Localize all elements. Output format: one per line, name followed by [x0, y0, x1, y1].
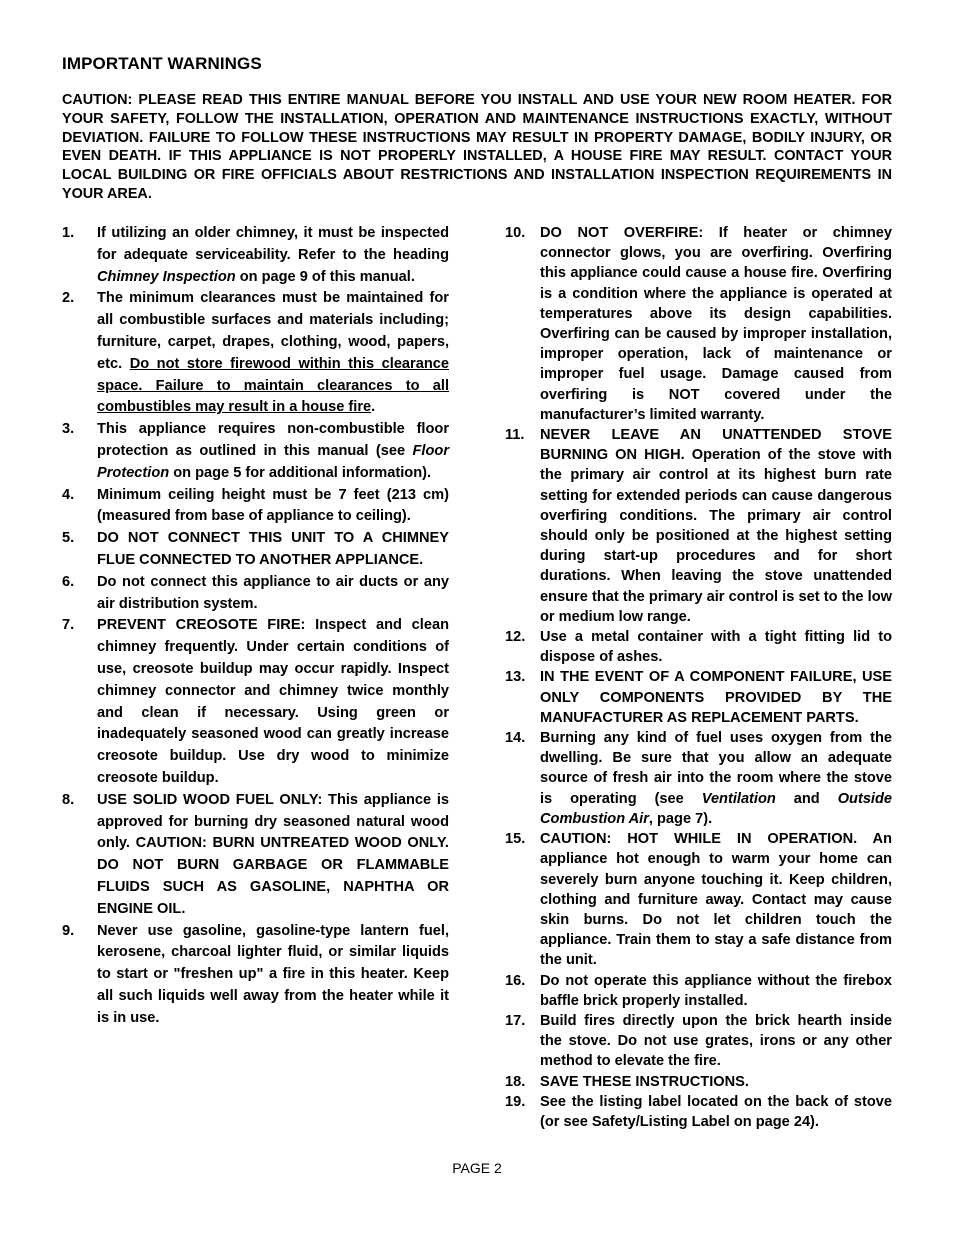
item-number: 13. [505, 669, 526, 686]
item-number: 19. [505, 1093, 526, 1110]
page-number: PAGE 2 [452, 1160, 502, 1176]
item-text: SAVE THESE INSTRUCTIONS. [540, 1073, 749, 1090]
item-number: 16. [505, 972, 526, 989]
item-number: 6. [62, 573, 75, 590]
list-item [505, 728, 892, 829]
list-item [62, 921, 449, 1030]
list-item [505, 1072, 892, 1092]
item-text: This appliance requires non-combustible floor protection as outlined in this manual (see Floor Protection on page 5 for additional information). [97, 421, 449, 481]
item-text: Burning any kind of fuel uses oxygen from the dwelling. Be sure that you allow an adequate source of fresh air into the room where the stove is operating (see Ventilation and Outside Combustion Air, page 7). [540, 730, 893, 827]
item-text: DO NOT OVERFIRE: If heater or chimney connector glows, you are overfiring. Overfiring this appliance could cause a house fire. Overfiring is a condition where the appliance is operated at temperatures above its design capabilities. Overfiring can be caused by improper installation, improper operation, lack of maintenance or improper fuel usage. Damage caused from overfiring is NOT covered under the manufacturer’s limited warranty. [540, 225, 892, 423]
item-text: See the listing label located on the back of stove (or see Safety/Listing Label on page 24). [540, 1093, 892, 1130]
list-item [62, 790, 449, 921]
list-item [62, 572, 449, 616]
list-item [505, 1092, 892, 1132]
list-item [505, 667, 892, 728]
item-text: PREVENT CREOSOTE FIRE: Inspect and clean chimney frequently. Under certain conditions of use, creosote buildup may occur rapidly. Inspect chimney connector and chimney twice monthly and clean if necessary. Using green or inadequately seasoned wood can greatly increase creosote buildup. Use dry wood to minimize creosote buildup. [97, 617, 449, 786]
list-item [505, 971, 892, 1011]
item-number: 8. [62, 791, 75, 808]
item-text: Use a metal container with a tight fitting lid to dispose of ashes. [540, 629, 892, 666]
item-text: The minimum clearances must be maintained for all combustible surfaces and materials including; furniture, carpet, drapes, clothing, wood, papers, etc. Do not store firewood within this clearance space. Failure to maintain clearances to all combustibles may result in a house fire. [97, 290, 449, 416]
right-column [505, 223, 892, 1132]
list-item [505, 425, 892, 627]
item-number: 9. [62, 922, 75, 939]
list-item [62, 223, 449, 288]
item-number: 12. [505, 629, 526, 646]
item-number: 18. [505, 1073, 526, 1090]
caution-paragraph: CAUTION: PLEASE READ THIS ENTIRE MANUAL BEFORE YOU INSTALL AND USE YOUR NEW ROOM HEATER. FOR YOUR SAFETY, FOLLOW THE INSTALLATION, OPERATION AND MAINTENANCE INSTRUCTIONS EXACTLY, WITHOUT DEVIATION. FAILURE TO FOLLOW THESE INSTRUCTIONS MAY RESULT IN PROPERTY DAMAGE, BODILY INJURY, OR EVEN DEATH. IF THIS APPLIANCE IS NOT PROPERLY INSTALLED, A HOUSE FIRE MAY RESULT. CONTACT YOUR LOCAL BUILDING OR FIRE OFFICIALS ABOUT RESTRICTIONS AND INSTALLATION INSPECTION REQUIREMENTS IN YOUR AREA. [62, 92, 892, 202]
list-item [62, 419, 449, 484]
item-number: 15. [505, 831, 526, 848]
item-text: DO NOT CONNECT THIS UNIT TO A CHIMNEY FLUE CONNECTED TO ANOTHER APPLIANCE. [97, 530, 449, 568]
list-item [62, 528, 449, 572]
item-text: Build fires directly upon the brick hearth inside the stove. Do not use grates, irons or any other method to elevate the fire. [540, 1012, 892, 1070]
item-text: If utilizing an older chimney, it must be inspected for adequate serviceability. Refer to the heading Chimney Inspection on page 9 of this manual. [97, 225, 449, 285]
item-text: IN THE EVENT OF A COMPONENT FAILURE, USE ONLY COMPONENTS PROVIDED BY THE MANUFACTURER AS REPLACEMENT PARTS. [540, 669, 892, 726]
item-number: 14. [505, 730, 526, 747]
item-number: 11. [505, 427, 525, 444]
left-column [62, 223, 449, 1029]
item-text: Never use gasoline, gasoline-type lantern fuel, kerosene, charcoal lighter fluid, or similar liquids to start or "freshen up" a fire in this heater. Keep all such liquids well away from the heater while it is in use. [97, 922, 449, 1026]
page-heading: IMPORTANT WARNINGS [62, 54, 262, 73]
item-text: Do not connect this appliance to air ducts or any air distribution system. [97, 573, 449, 612]
list-item [505, 223, 892, 425]
item-number: 1. [62, 225, 75, 241]
item-text: USE SOLID WOOD FUEL ONLY: This appliance is approved for burning dry seasoned natural wood only. CAUTION: BURN UNTREATED WOOD ONLY. DO NOT BURN GARBAGE OR FLAMMABLE FLUIDS SUCH AS GASOLINE, NAPHTHA OR ENGINE OIL. [97, 791, 449, 917]
list-item [62, 485, 449, 529]
item-number: 5. [62, 530, 75, 547]
item-number: 3. [62, 421, 75, 438]
list-item [505, 1011, 892, 1072]
item-number: 4. [62, 486, 75, 503]
item-number: 2. [62, 290, 75, 307]
list-item [505, 829, 892, 970]
list-item [62, 288, 449, 419]
item-text: Do not operate this appliance without the firebox baffle brick properly installed. [540, 972, 892, 1009]
list-item [62, 615, 449, 789]
item-text: CAUTION: HOT WHILE IN OPERATION. An appliance hot enough to warm your home can severely burn anyone touching it. Keep children, clothing and furniture away. Contact may cause skin burns. Do not let children touch the appliance. Train them to stay a safe distance from the unit. [540, 831, 892, 969]
item-text: Minimum ceiling height must be 7 feet (213 cm) (measured from base of appliance to ceiling). [97, 486, 449, 525]
list-item [505, 627, 892, 667]
item-text: NEVER LEAVE AN UNATTENDED STOVE BURNING ON HIGH. Operation of the stove with the primary air control at its highest burn rate setting for extended periods can cause dangerous overfiring conditions. The primary air control should only be positioned at the highest setting during start-up procedures and for short durations. When leaving the stove unattended ensure that the primary air control is set to the low or medium low range. [540, 427, 892, 625]
item-number: 10. [505, 225, 526, 241]
item-number: 17. [505, 1012, 526, 1029]
item-number: 7. [62, 617, 75, 634]
